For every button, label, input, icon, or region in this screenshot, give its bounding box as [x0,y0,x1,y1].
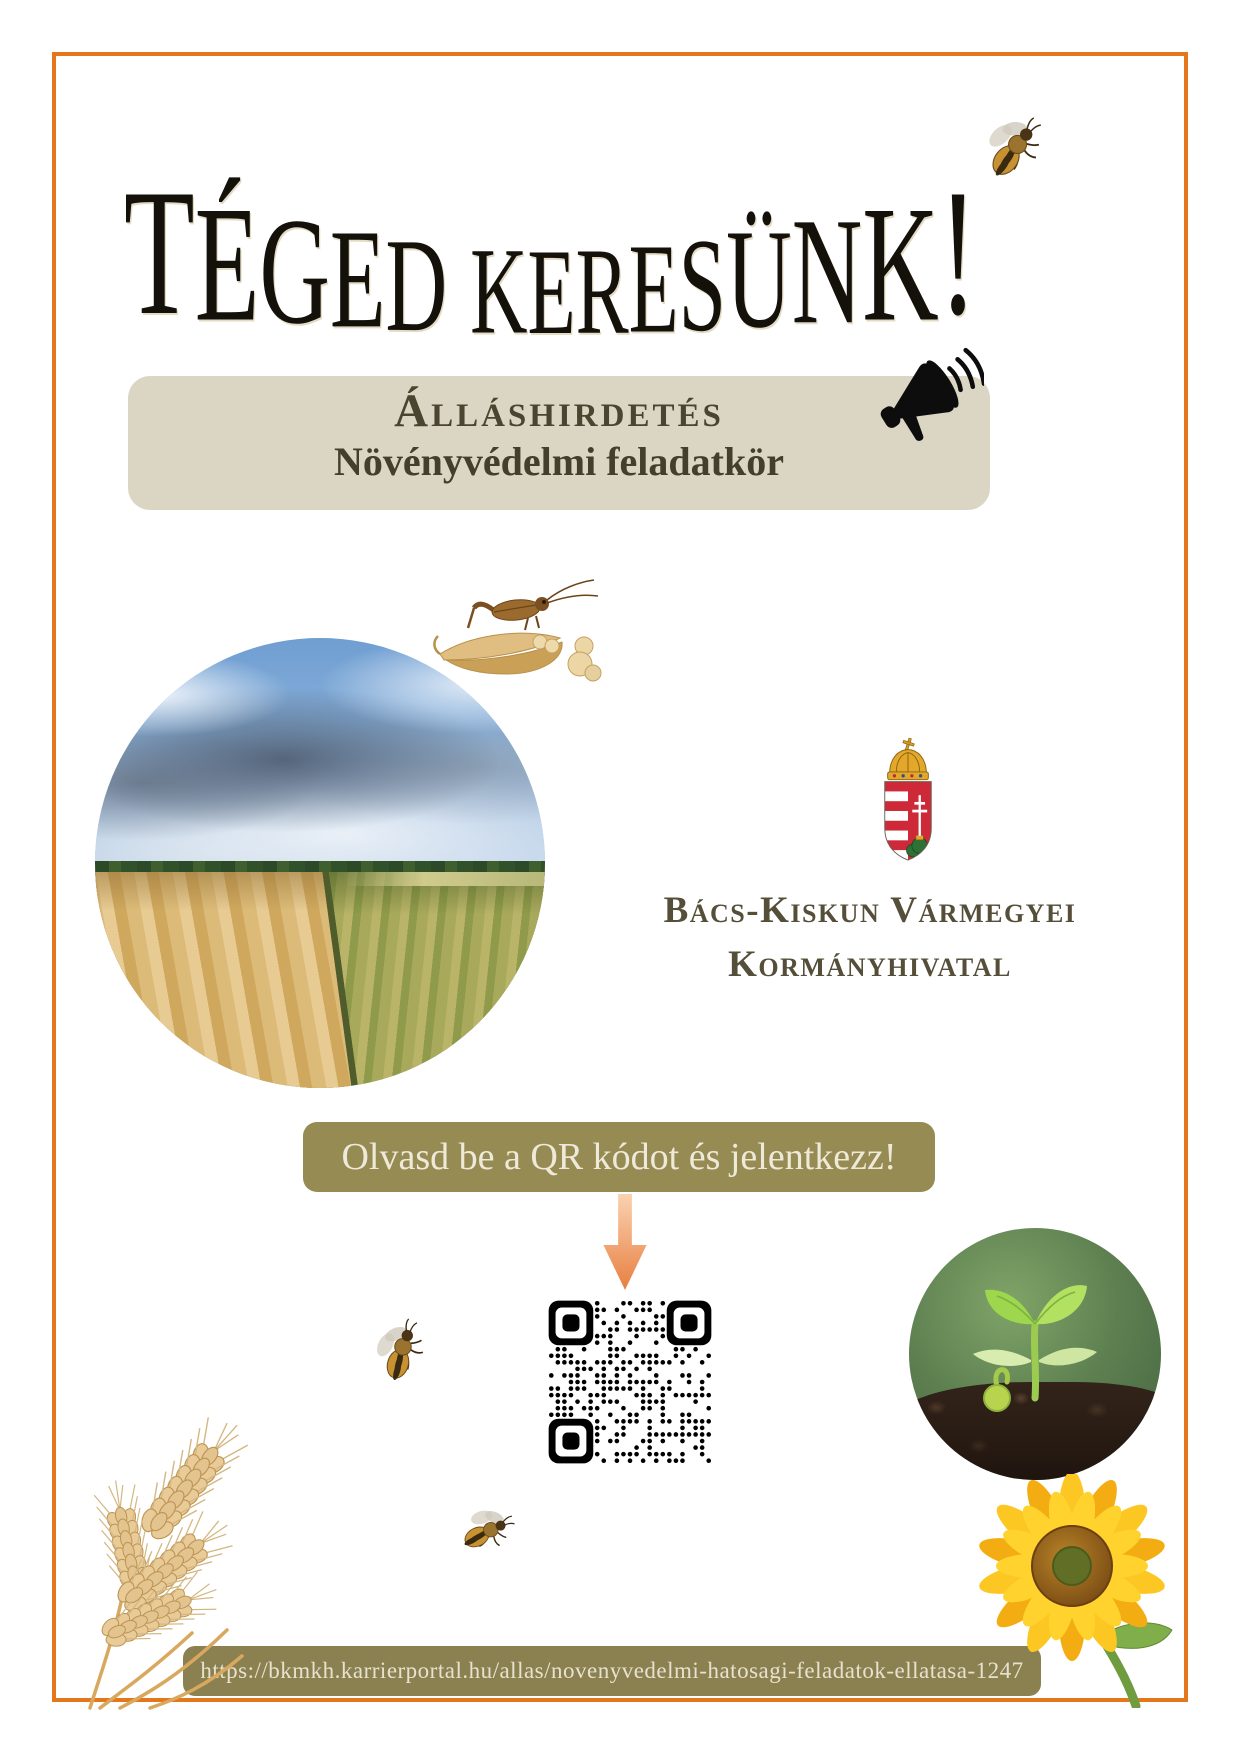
bee-icon [454,1498,520,1564]
distant-field-band [343,872,546,886]
qr-code [548,1300,712,1464]
job-posting-url-link[interactable]: https://bkmkh.karrierportal.hu/allas/novenyvedelmi-hatosagi-feladatok-ellatasa-1247 [183,1646,1041,1696]
megaphone-icon [862,340,984,462]
seedling-circle-photo [909,1228,1161,1480]
poster-title-letters: T É G E D K E R E S Ü N K ! [124,153,978,360]
sunflower-icon [952,1474,1196,1708]
announcement-subheading: Növényvédelmi feladatkör [334,439,784,484]
organization-name [600,884,1140,991]
field-ground [95,872,545,1088]
hungarian-coat-of-arms-icon [877,736,939,866]
grasshopper-on-soybean-pod-icon [432,576,602,706]
organization-name-line1: Bács-Kiskun Vármegyei [663,890,1077,931]
wheat-ears-icon [42,1398,332,1710]
announcement-box [128,376,990,510]
announcement-heading: Álláshirdetés [394,385,724,437]
cta-banner: Olvasd be a QR kódot és jelentkezz! [303,1122,935,1192]
organization-name-line2: Kormányhivatal [728,943,1012,985]
poster-title [0,153,1240,378]
down-arrow-icon [602,1194,648,1292]
sprout-icon [909,1228,1161,1480]
